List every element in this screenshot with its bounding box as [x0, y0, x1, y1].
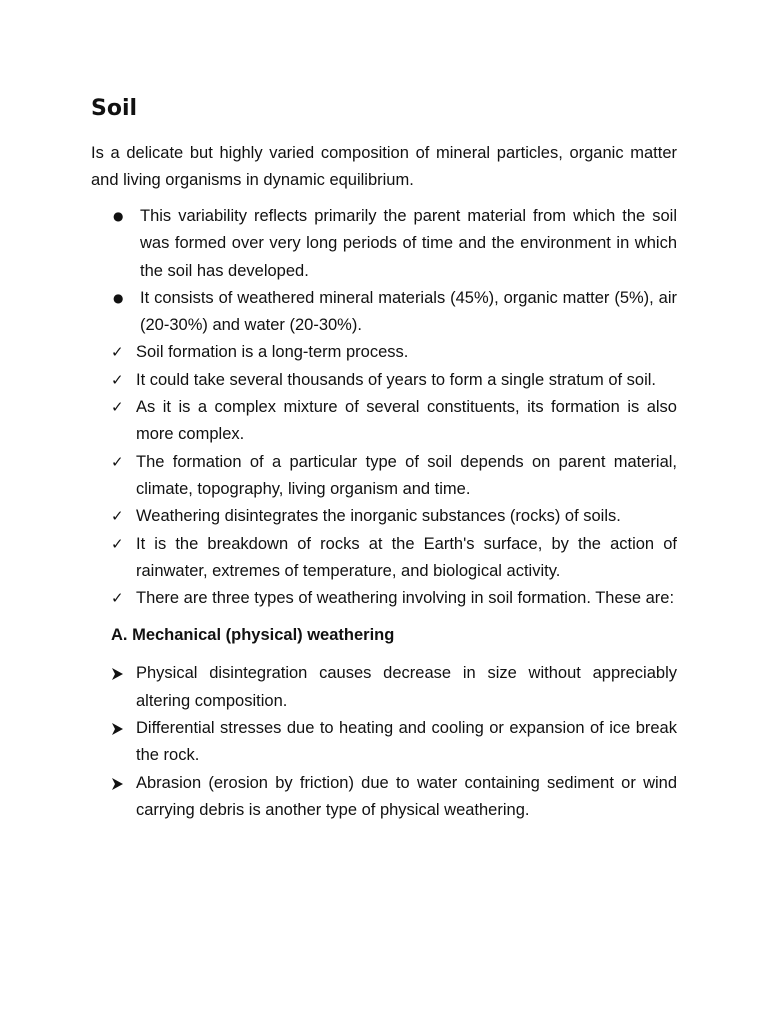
check-item-text: Soil formation is a long-term process. [136, 343, 409, 362]
section-heading: A. Mechanical (physical) weathering [111, 626, 395, 645]
check-item [91, 585, 677, 612]
arrowhead-icon [111, 723, 123, 735]
check-mark-icon: ✓ [111, 343, 124, 362]
check-item [91, 394, 677, 449]
bullet-icon: ● [113, 209, 124, 223]
arrow-item [91, 770, 677, 825]
arrow-item-text: Abrasion (erosion by friction) due to water containing sediment or wind carrying debris is another type of physical weathering. [136, 773, 677, 819]
check-item-text: The formation of a particular type of soil depends on parent material, climate, topography, living organism and time. [136, 452, 677, 498]
bullet-item-text: This variability reflects primarily the parent material from which the soil was formed over very long periods of time and the environment in which the soil has developed. [140, 207, 677, 280]
bullet-list [91, 203, 677, 339]
check-mark-icon: ✓ [111, 452, 124, 471]
bullet-icon: ● [113, 290, 124, 305]
arrowhead-icon [111, 778, 123, 790]
check-mark-icon: ✓ [111, 589, 124, 608]
check-mark-icon: ✓ [111, 534, 124, 553]
check-item [91, 449, 677, 504]
check-item [91, 503, 677, 530]
page-title: Soil [91, 96, 138, 121]
bullet-item-text: It consists of weathered mineral materials (45%), organic matter (5%), air (20-30%) and water (20-30%). [140, 288, 677, 335]
check-list [91, 339, 677, 612]
document-body [91, 94, 677, 824]
check-item-text: It could take several thousands of years to form a single stratum of soil. [136, 370, 656, 389]
check-item [91, 367, 677, 394]
check-mark-icon: ✓ [111, 507, 124, 526]
check-mark-icon: ✓ [111, 370, 124, 389]
intro-paragraph: Is a delicate but highly varied composition of mineral particles, organic matter and living organisms in dynamic equilibrium. [91, 144, 677, 189]
check-item-text: As it is a complex mixture of several constituents, its formation is also more complex. [136, 398, 677, 444]
arrow-item-text: Differential stresses due to heating and cooling or expansion of ice break the rock. [136, 719, 677, 765]
check-item [91, 531, 677, 586]
check-item-text: There are three types of weathering involving in soil formation. These are: [136, 589, 675, 608]
check-item-text: It is the breakdown of rocks at the Earth's surface, by the action of rainwater, extremes of temperature, and biological activity. [136, 534, 677, 580]
arrow-item [91, 660, 677, 715]
arrow-item [91, 715, 677, 770]
bullet-item [91, 203, 677, 285]
bullet-item [91, 285, 677, 340]
arrow-list [91, 660, 677, 824]
check-item-text: Weathering disintegrates the inorganic substances (rocks) of soils. [136, 507, 621, 526]
arrowhead-icon [111, 668, 123, 680]
arrow-item-text: Physical disintegration causes decrease in size without appreciably altering composition. [136, 664, 677, 710]
check-mark-icon: ✓ [111, 398, 124, 417]
check-item [91, 339, 677, 366]
